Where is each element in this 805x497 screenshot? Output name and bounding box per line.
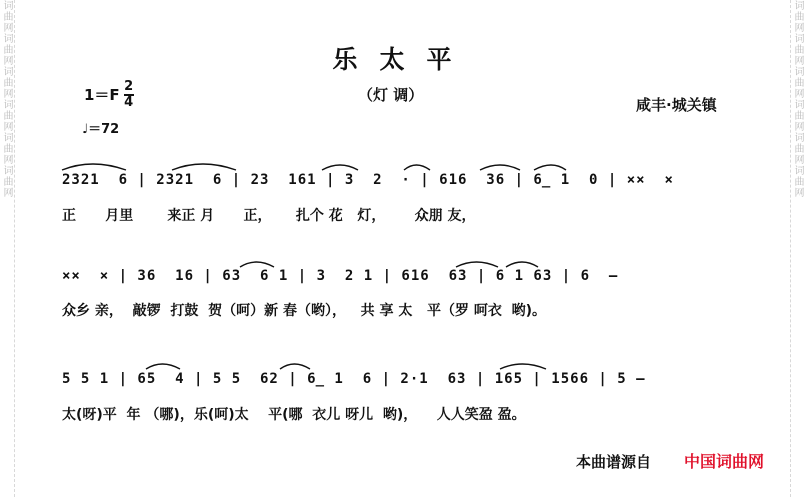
notation-row-2: ×× × | 36 16 | 63 6 1 | 3 2 1 | 616 63 | 6 1 63 | 6 —	[62, 268, 619, 284]
slur-row3	[60, 358, 780, 372]
lyrics-row-1: 正 月里 来正 月 正， 扎个 花 灯， 众朋 友，	[62, 208, 476, 224]
tempo-marking: ♩＝72	[82, 122, 120, 137]
time-signature	[124, 80, 134, 110]
notation-row-1: 2321 6 | 2321 6 | 23 161 | 3 2 · | 616 36 | 6̲ 1 0 | ×× ×	[62, 172, 674, 188]
source-label: 本曲谱源自	[576, 453, 652, 471]
song-credit: 咸丰·城关镇	[636, 96, 717, 114]
time-signature-bottom: 4	[124, 94, 134, 110]
watermark-right-text: 词曲网词曲网词曲网词曲网词曲网词曲网	[792, 0, 803, 198]
key-signature	[84, 80, 134, 110]
watermark-left-text: 词曲网词曲网词曲网词曲网词曲网词曲网	[1, 0, 12, 198]
site-name-link[interactable]: 中国词曲网	[684, 452, 765, 471]
key-label: 1＝F	[84, 86, 120, 105]
watermark-right-strip	[790, 0, 805, 497]
lyrics-row-2: 众乡 亲， 敲锣 打鼓 贺（呵）新 春（哟）， 共 享 太 平（罗 呵衣 哟)。	[62, 303, 547, 319]
watermark-left-strip	[0, 0, 15, 497]
song-title: 乐太平	[332, 45, 474, 74]
lyrics-row-3: 太(呀)平 年 （哪)，乐(呵)太 平(哪 衣儿 呀儿 哟)， 人人笑盈 盈。	[62, 407, 526, 423]
notation-row-3: 5 5 1 | 65 4 | 5 5 62 | 6̲ 1 6 | 2·1 63 | 165 | 1566 | 5 —	[62, 371, 646, 387]
song-subtitle: （灯 调）	[358, 86, 424, 104]
time-signature-top: 2	[124, 79, 134, 94]
